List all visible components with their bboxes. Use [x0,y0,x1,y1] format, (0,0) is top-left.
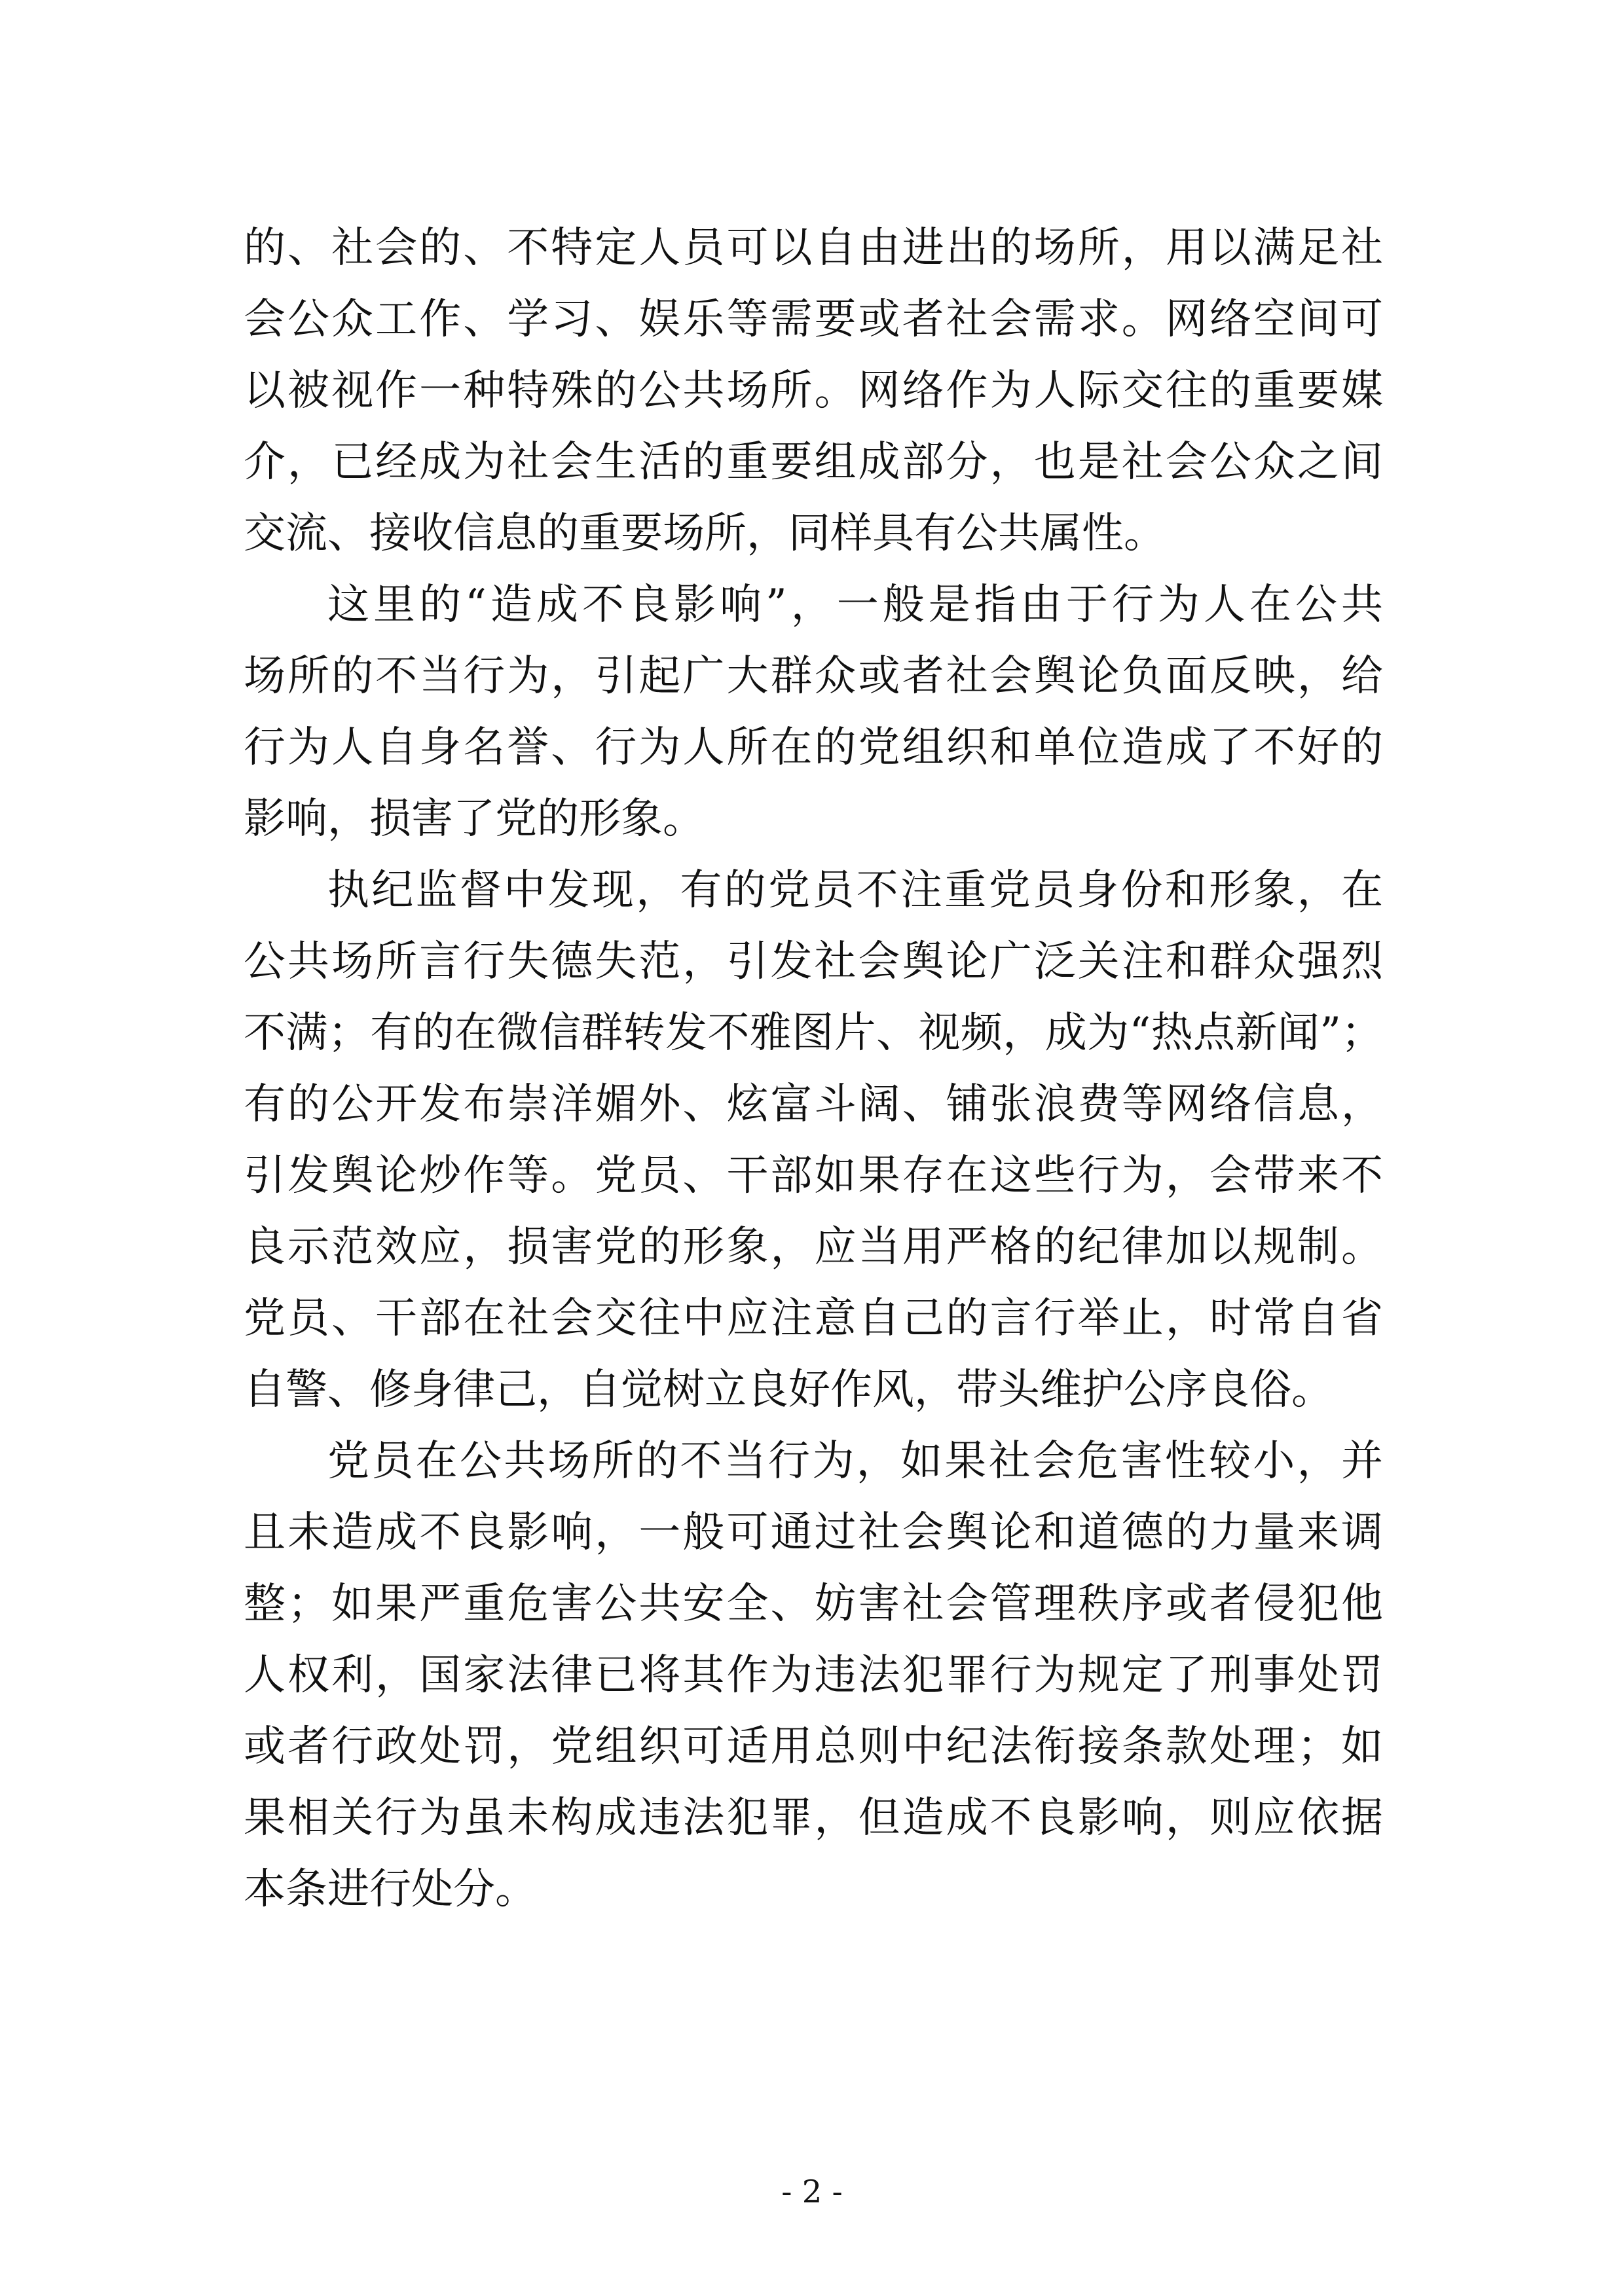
text-line: 人权利，国家法律已将其作为违法犯罪行为规定了刑事处罚 [244,1651,1383,1700]
text-line: 交流、接收信息的重要场所，同样具有公共属性。 [244,509,1166,558]
text-line: 良示范效应，损害党的形象，应当用严格的纪律加以规制。 [244,1223,1383,1271]
text-line: 这里的“造成不良影响”，一般是指由于行为人在公共 [327,581,1383,629]
document-body [244,213,1383,1925]
text-line: 自警、修身律己，自觉树立良好作风，带头维护公序良俗。 [244,1366,1333,1414]
text-line: 或者行政处罚，党组织可适用总则中纪法衔接条款处理；如 [244,1722,1383,1771]
text-line: 有的公开发布崇洋媚外、炫富斗阔、铺张浪费等网络信息， [244,1080,1383,1129]
text-line: 果相关行为虽未构成违法犯罪，但造成不良影响，则应依据 [244,1794,1383,1842]
text-line: 会公众工作、学习、娱乐等需要或者社会需求。网络空间可 [244,295,1383,344]
text-line: 以被视作一种特殊的公共场所。网络作为人际交往的重要媒 [244,367,1383,415]
text-line: 党员在公共场所的不当行为，如果社会危害性较小，并 [327,1437,1383,1485]
text-line: 的、社会的、不特定人员可以自由进出的场所，用以满足社 [244,224,1383,272]
paragraph-4 [244,1426,1383,1925]
text-line: 场所的不当行为，引起广大群众或者社会舆论负面反映，给 [244,652,1383,701]
paragraph-3 [244,855,1383,1426]
text-line: 引发舆论炒作等。党员、干部如果存在这些行为，会带来不 [244,1152,1383,1200]
text-line: 本条进行处分。 [244,1865,537,1914]
text-line: 影响，损害了党的形象。 [244,795,705,843]
paragraph-1 [244,213,1383,570]
text-line: 且未造成不良影响，一般可通过社会舆论和道德的力量来调 [244,1508,1383,1557]
paragraph-2 [244,570,1383,855]
text-line: 整；如果严重危害公共安全、妨害社会管理秩序或者侵犯他 [244,1580,1383,1628]
text-line: 执纪监督中发现，有的党员不注重党员身份和形象，在 [327,866,1383,915]
text-line: 行为人自身名誉、行为人所在的党组织和单位造成了不好的 [244,723,1383,772]
page-number: - 2 - [781,2174,843,2210]
text-line: 党员、干部在社会交往中应注意自己的言行举止，时常自省 [244,1294,1383,1343]
text-line: 公共场所言行失德失范，引发社会舆论广泛关注和群众强烈 [244,938,1383,986]
text-line: 不满；有的在微信群转发不雅图片、视频，成为“热点新闻”； [244,1009,1383,1057]
text-line: 介，已经成为社会生活的重要组成部分，也是社会公众之间 [244,438,1383,486]
